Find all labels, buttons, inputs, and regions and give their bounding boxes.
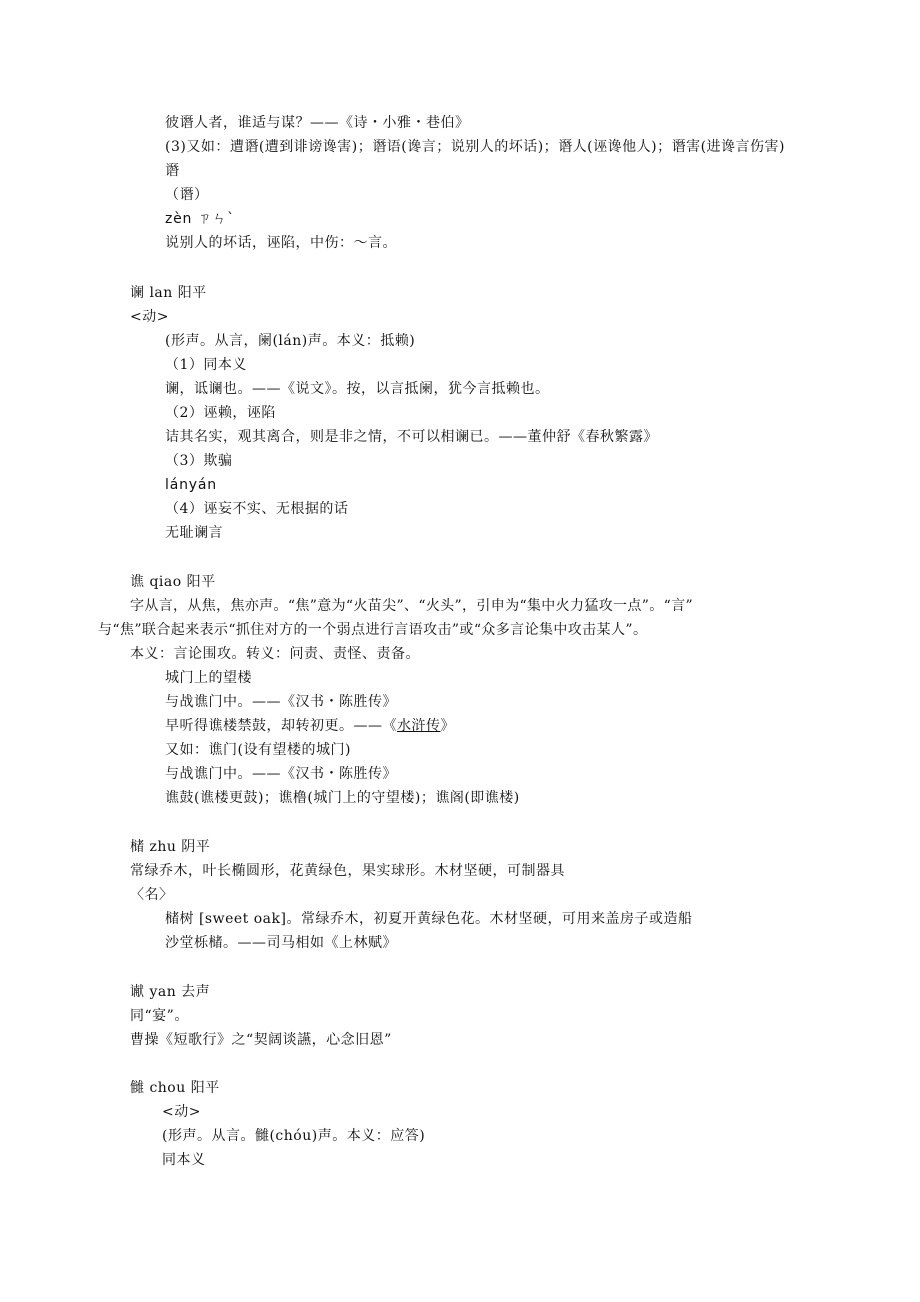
pinyin-line: zèn ㄗㄣˋ [165, 211, 235, 227]
text-line: 彼谮人者，谁适与谋？——《诗・小雅・巷伯》 [165, 115, 470, 131]
text-segment: 》 [440, 718, 455, 734]
text-line: （谮） [165, 187, 209, 203]
entry-heading: 谰 lan 阳平 [130, 285, 207, 301]
text-line: 字从言，从焦，焦亦声。“焦”意为“火苗尖”、“火头”，引申为“集中火力猛攻一点”。“言” [130, 598, 693, 614]
text-line: （1）同本义 [165, 357, 247, 373]
entry-heading: 槠 zhu 阴平 [130, 839, 211, 855]
text-line: 槠树 [sweet oak]。常绿乔木，初夏开黄绿色花。木材坚硬，可用来盖房子或造船 [165, 911, 693, 927]
book-title-link[interactable]: 水浒传 [397, 718, 441, 734]
text-line: 又如：谯门(设有望楼的城门) [165, 742, 351, 758]
text-segment: 早听得谯楼禁鼓，却转初更。——《 [165, 718, 397, 734]
text-line: (3)又如：遭谮(遭到诽谤谗害)；谮语(谗言；说别人的坏话)；谮人(诬谗他人)；谮害(进谗言伤害) [165, 139, 786, 155]
text-line: （3）欺骗 [165, 453, 233, 469]
text-line: 诘其名实，观其离合，则是非之情，不可以相谰已。——董仲舒《春秋繁露》 [165, 429, 658, 445]
text-line: 同“宴”。 [130, 1008, 189, 1024]
text-line: 沙堂栎槠。——司马相如《上林赋》 [165, 935, 397, 951]
text-line [165, 716, 455, 736]
text-line: 无耻谰言 [165, 525, 223, 541]
text-line: 本义：言论围攻。转义：问责、责怪、责备。 [130, 646, 420, 662]
text-line: 说别人的坏话，诬陷，中伤：～言。 [165, 235, 397, 251]
text-line: 与战谯门中。——《汉书・陈胜传》 [165, 766, 397, 782]
text-line: 常绿乔木，叶长椭圆形，花黄绿色，果实球形。木材坚硬，可制器具 [130, 863, 565, 879]
text-line: （4）诬妄不实、无根据的话 [165, 501, 349, 517]
entry-heading: 谯 qiao 阳平 [130, 574, 216, 590]
text-line: 谮 [165, 163, 180, 179]
part-of-speech: 〈名〉 [130, 887, 174, 903]
entry-heading: 雠 chou 阳平 [130, 1080, 220, 1096]
text-line: 与战谯门中。——《汉书・陈胜传》 [165, 694, 397, 710]
pinyin-line: lányán [165, 477, 217, 493]
text-line: (形声。从言。雠(chóu)声。本义：应答) [162, 1128, 426, 1144]
text-line: (形声。从言，阑(lán)声。本义：抵赖) [165, 333, 416, 349]
text-line: 谯鼓(谯楼更鼓)；谯橹(城门上的守望楼)；谯阁(即谯楼) [165, 790, 520, 806]
part-of-speech: <动> [130, 309, 169, 325]
text-line: 同本义 [162, 1152, 206, 1168]
text-line: 曹操《短歌行》之“契阔谈讌，心念旧恩” [130, 1032, 392, 1048]
text-line: 城门上的望楼 [165, 670, 252, 686]
entry-heading: 谳 yan 去声 [130, 984, 211, 1000]
text-line: （2）诬赖，诬陷 [165, 405, 276, 421]
part-of-speech: <动> [162, 1104, 201, 1120]
text-line: 与“焦”联合起来表示“抓住对方的一个弱点进行言语攻击”或“众多言论集中攻击某人”。 [98, 622, 648, 638]
text-line: 谰，诋谰也。——《说文》。按，以言抵阑，犹今言抵赖也。 [165, 381, 550, 397]
